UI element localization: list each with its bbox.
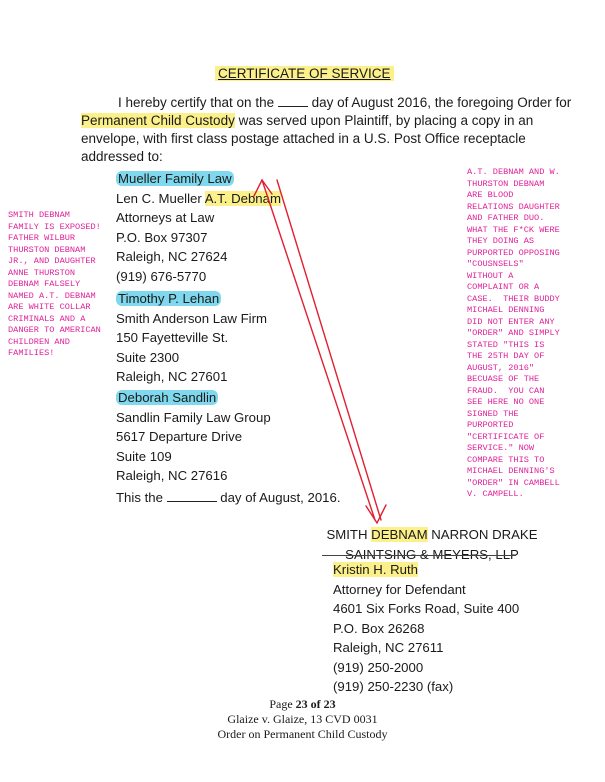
arrow-head-up (254, 180, 272, 196)
certify-line-4: addressed to: (81, 149, 163, 164)
recipient-tag: Mueller Family Law (118, 171, 232, 186)
signer-line: (919) 250-2000 (333, 659, 424, 675)
annotation-line: ANNE THURSTON (8, 267, 76, 278)
annotation-line: JR., AND DAUGHTER (8, 256, 96, 266)
annotation-line: MICHAEL DENNING'S (467, 466, 555, 476)
arrow-line (262, 180, 375, 520)
signer-line: Attorney for Defendant (333, 581, 466, 597)
annotation-line: "CERTIFICATE OF (467, 431, 545, 442)
annotation-line: FAMILY IS EXPOSED! (8, 221, 101, 232)
annotation-line: WITHOUT A (467, 270, 514, 281)
annotation-line: STATED "THIS IS (467, 339, 545, 350)
annotation-line: SEE HERE NO ONE (467, 397, 545, 407)
annotation-line: BECUASE OF THE (467, 374, 540, 384)
address-line: 150 Fayetteville St. (116, 330, 229, 345)
annotation-line: V. CAMPELL. (467, 489, 524, 499)
debnam-highlight: A.T. Debnam (204, 190, 281, 206)
annotation-line: COMPARE THIS TO (467, 454, 545, 465)
annotation-line: "COUSNSELS" (467, 259, 524, 269)
annotation-line: DANGER TO AMERICAN (8, 325, 101, 335)
firm-text: SMITH (326, 527, 368, 542)
annotation-line: FATHER WILBUR (8, 233, 76, 243)
annotation-line: ARE BLOOD (467, 190, 514, 200)
annotation-line: WHAT THE F*CK WERE (467, 224, 560, 235)
annotation-line: CASE. THEIR BUDDY (467, 293, 560, 304)
annotation-line: THURSTON DEBNAM (8, 244, 86, 255)
certify-text: was served upon Plaintiff, by placing a copy in an (238, 113, 534, 128)
annotation-line: THE 25TH DAY OF (467, 351, 545, 361)
document-title: CERTIFICATE OF SERVICE (215, 66, 394, 81)
address-line: Raleigh, NC 27601 (116, 369, 228, 384)
case-caption: Glaize v. Glaize, 13 CVD 0031 (227, 712, 378, 726)
annotation-line: AUGUST, 2016" (467, 362, 535, 373)
address-line: Suite 2300 (116, 349, 180, 365)
debnam-highlight: DEBNAM (371, 527, 428, 542)
signer-line: Raleigh, NC 27611 (333, 640, 444, 655)
dated-text: This the (116, 490, 163, 505)
document-name: Order on Permanent Child Custody (217, 727, 388, 741)
footer-text: Page (269, 697, 293, 711)
address-line: Len C. Mueller (116, 190, 202, 206)
certify-line-3: envelope, with first class postage attached in a U.S. Post Office receptacle (81, 131, 526, 146)
annotation-line: SERVICE." NOW (467, 443, 535, 453)
annotation-line: THEY DOING AS (467, 236, 535, 246)
arrow-head-down (366, 505, 386, 523)
annotation-line: "ORDER" AND SIMPLY (467, 328, 560, 338)
custody-highlight: Permanent Child Custody (81, 113, 235, 128)
annotation-line: SMITH DEBNAM (8, 210, 70, 220)
annotation-line: FAMILIES! (8, 348, 55, 358)
footer-of: of (310, 697, 321, 711)
footer-page: 23 (295, 697, 308, 711)
footer-total: 23 (323, 697, 336, 711)
annotation-line: ARE WHITE COLLAR (8, 302, 91, 312)
signer-line: P.O. Box 26268 (333, 620, 425, 636)
address-line: Suite 109 (116, 448, 172, 464)
annotation-line: NAMED A.T. DEBNAM (8, 290, 96, 301)
signer-line: (919) 250-2230 (fax) (333, 679, 454, 694)
signer-line: 4601 Six Forks Road, Suite 400 (333, 601, 520, 616)
address-line: Raleigh, NC 27624 (116, 249, 228, 264)
annotation-line: CHILDREN AND (8, 336, 70, 347)
annotation-line: COMPLAINT OR A (467, 282, 540, 292)
firm-text: NARRON DRAKE (431, 527, 538, 542)
address-line: Smith Anderson Law Firm (116, 310, 267, 326)
certify-text: day of August 2016, the foregoing Order for (311, 95, 572, 110)
address-line: Raleigh, NC 27616 (116, 468, 228, 483)
recipient-tag: Deborah Sandlin (118, 390, 217, 405)
recipient-tag: Timothy P. Lehan (118, 291, 220, 306)
annotation-line: "ORDER" IN CAMBELL (467, 477, 560, 488)
annotation-line: PURPORTED OPPOSING (467, 247, 560, 258)
address-line: 5617 Departure Drive (116, 429, 243, 444)
dated-text: day of August, 2016. (220, 490, 341, 505)
annotation-line: A.T. DEBNAM AND W. (467, 167, 560, 177)
address-line: P.O. Box 97307 (116, 229, 208, 245)
annotation-line: AND FATHER DUO. (467, 213, 545, 223)
annotation-line: THURSTON DEBNAM (467, 178, 545, 189)
certify-text: I hereby certify that on the (118, 95, 275, 110)
annotation-line: RELATIONS DAUGHTER (467, 201, 560, 212)
signer-name: Kristin H. Ruth (333, 562, 419, 577)
address-line: Attorneys at Law (116, 210, 215, 225)
address-line: (919) 676-5770 (116, 268, 207, 284)
address-line: Sandlin Family Law Group (116, 409, 271, 425)
annotation-line: MICHAEL DENNING (467, 305, 545, 315)
annotation-line: SIGNED THE (467, 408, 519, 419)
annotation-line: DEBNAM FALSELY (8, 279, 81, 289)
arrow-line (277, 180, 381, 520)
annotation-line: PURPORTED (467, 420, 514, 430)
firm-text: SAINTSING & MEYERS, LLP (345, 547, 519, 562)
annotation-line: CRIMINALS AND A (8, 313, 86, 324)
annotation-line: FRAUD. YOU CAN (467, 385, 545, 396)
annotation-line: DID NOT ENTER ANY (467, 316, 555, 327)
